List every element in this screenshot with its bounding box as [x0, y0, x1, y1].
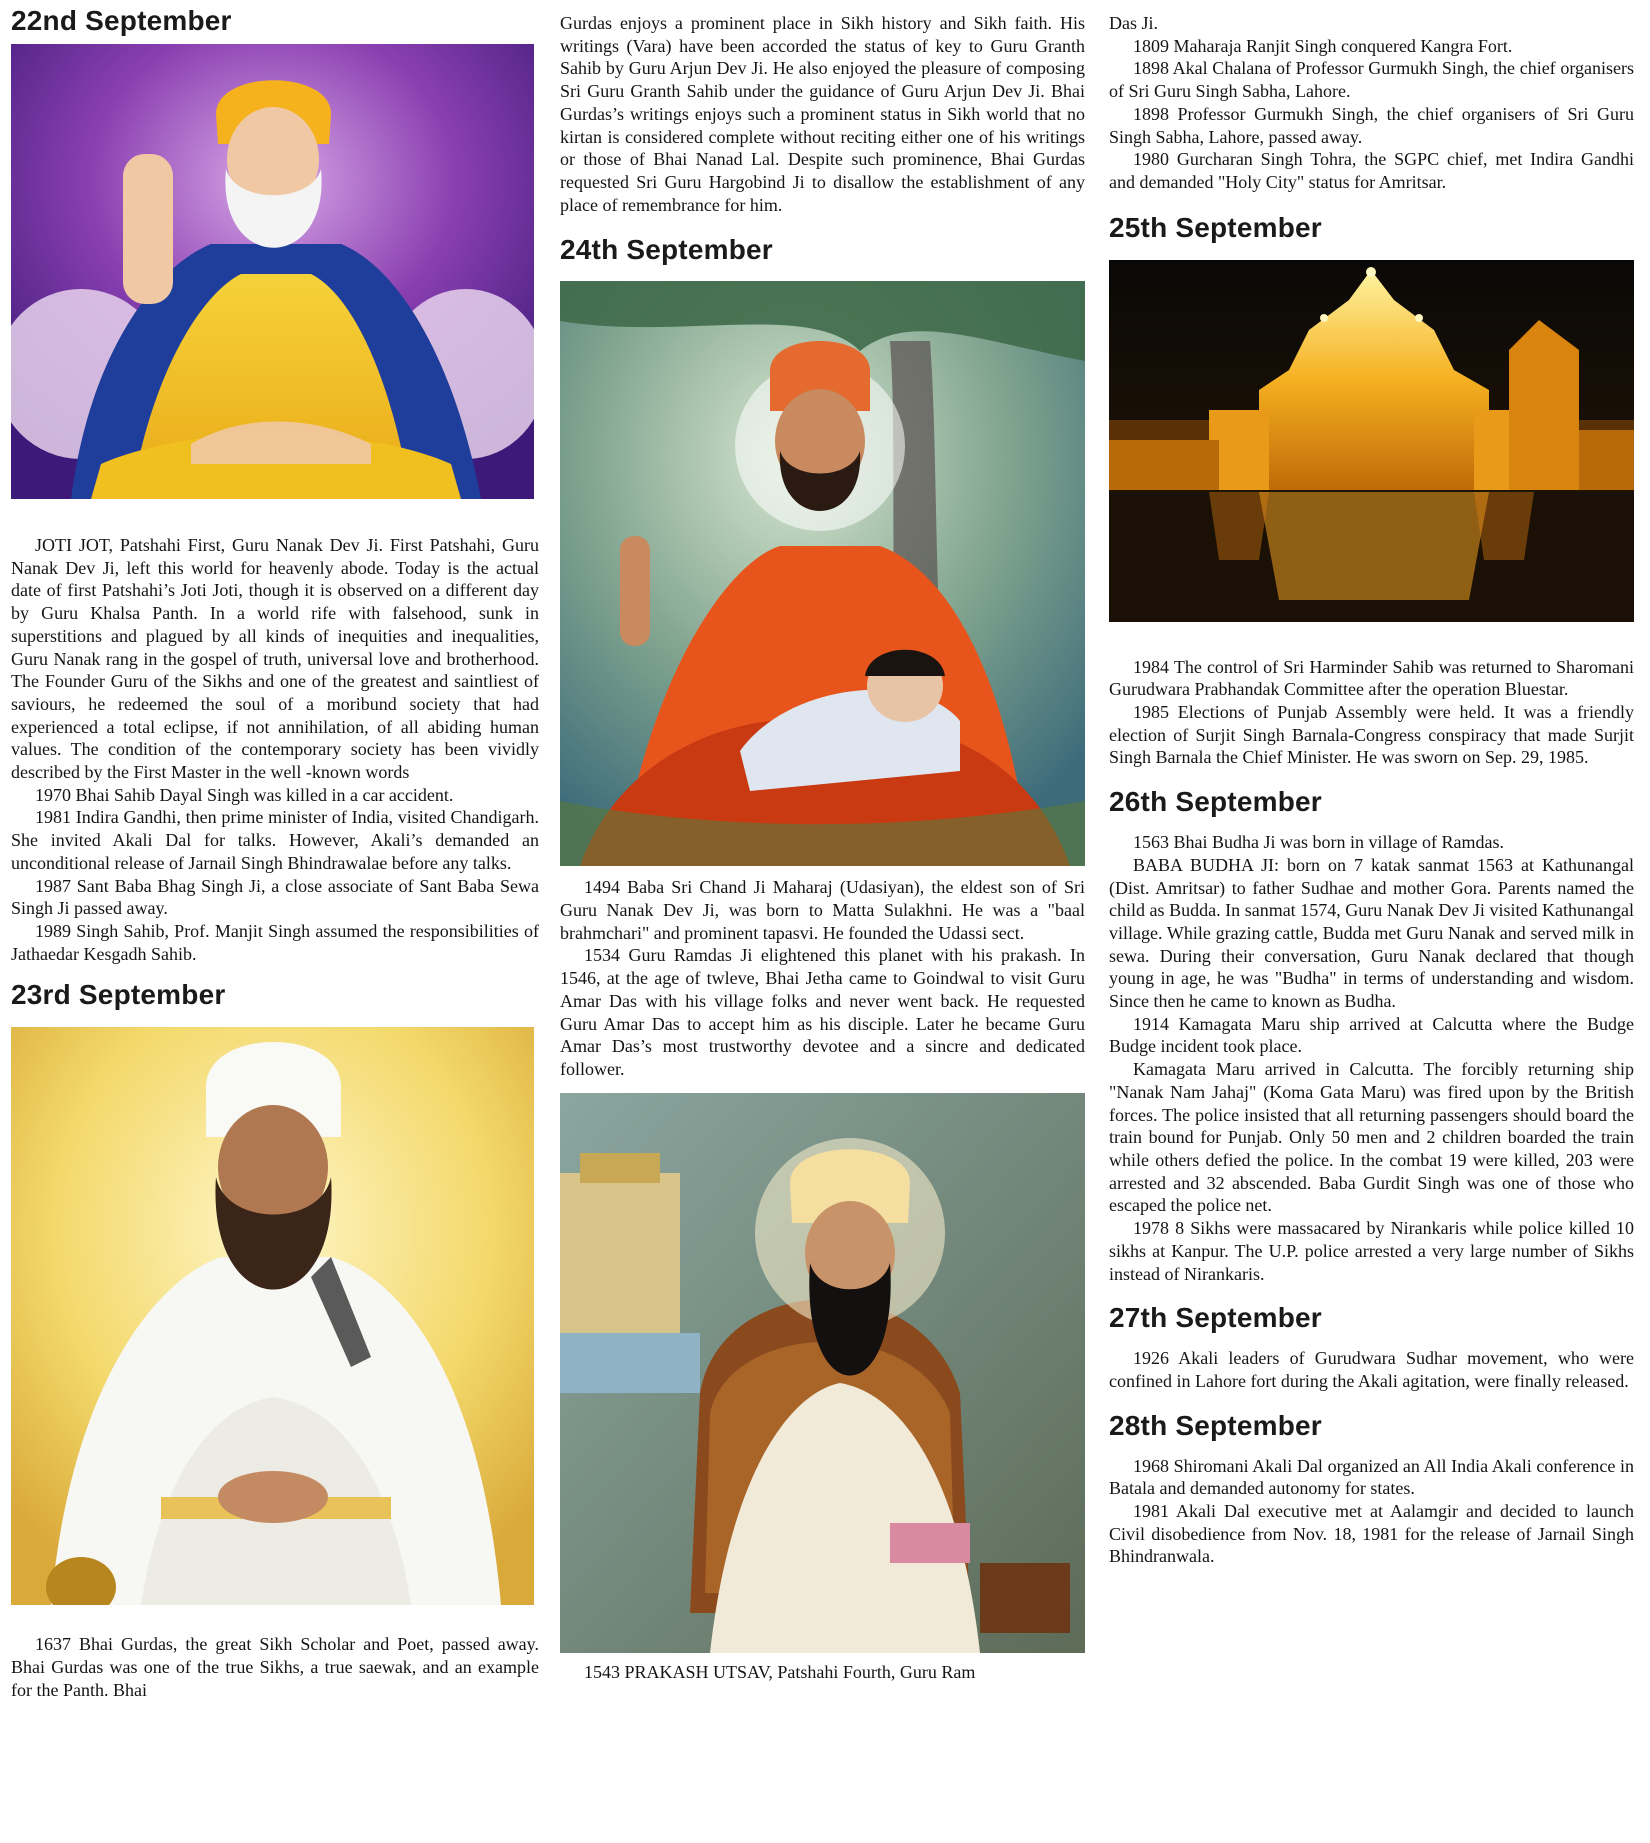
- event-1543: 1543 PRAKASH UTSAV, Patshahi Fourth, Guru Ram: [584, 1661, 976, 1682]
- section-23rd-text: [11, 1633, 539, 1701]
- column-middle: [560, 0, 1085, 1683]
- kamagata-maru-paragraph: Kamagata Maru arrived in Calcutta. The forcibly returning ship "Nanak Nam Jahaj" (Koma Gata Maru) was fired upon by the British forces. The police insisted that all returning passengers should board the train bound for Punjab. Only 50 men and 2 children boarded the train while others defied the police. In the combat 19 were killed, 203 were arrested and 32 abscended. Baba Gurdit Singh was one of those who escaped the police net.: [1109, 1059, 1634, 1216]
- baba-sri-chand-ji-image: [560, 281, 1085, 866]
- event-1563: 1563 Bhai Budha Ji was born in village of Ramdas.: [1133, 832, 1504, 853]
- event-1984: 1984 The control of Sri Harminder Sahib was returned to Sharomani Gurudwara Prabhandak Committee after the operation Bluestar.: [1109, 656, 1634, 700]
- event-1985: 1985 Elections of Punjab Assembly were held. It was a friendly election of Surjit Singh Barnala-Congress conspiracy that made Surjit Singh Barnala the Chief Minister. He was sworn on Sep. 29, 1985.: [1109, 702, 1634, 768]
- guru-ram-das-continued: Das Ji.: [1109, 13, 1158, 33]
- section-27th-text: [1109, 1347, 1634, 1392]
- event-1494: 1494 Baba Sri Chand Ji Maharaj (Udasiyan), the eldest son of Sri Guru Nanak Dev Ji, was born to Matta Sulakhni. He was a "baal brahmchari" and prominent tapasvi. He founded the Udassi sect.: [560, 877, 1085, 943]
- event-1981: 1981 Indira Gandhi, then prime minister of India, visited Chandigarh. She invited Akali Dal for talks. However, Akali’s demanded an unconditional release of Jarnail Singh Bhindrawalae before any talks.: [11, 807, 539, 873]
- section-28th-text: [1109, 1455, 1634, 1569]
- event-1989: 1989 Singh Sahib, Prof. Manjit Singh assumed the responsibilities of Jathaedar Kesgadh Sahib.: [11, 920, 539, 964]
- bhai-gurdas-image: [11, 1027, 534, 1605]
- column-left: [11, 0, 539, 1701]
- event-1914: 1914 Kamagata Maru ship arrived at Calcutta where the Budge Budge incident took place.: [1109, 1013, 1634, 1057]
- event-1926: 1926 Akali leaders of Gurudwara Sudhar movement, who were confined in Lahore fort during the Akali agitation, were finally released.: [1109, 1348, 1634, 1391]
- section-23rd-continued: [560, 12, 1085, 216]
- event-1534: 1534 Guru Ramdas Ji elightened this planet with his prakash. In 1546, at the age of twleve, Bhai Jetha came to Goindwal to visit Guru Amar Das with his village folks and never went back. He requested Guru Amar Das to accept him as his disciple. Later he became Guru Amar Das’s most trustworthy devotee and a sincre and dedicated follower.: [560, 945, 1085, 1079]
- section-24th-text-continued: [560, 1661, 1085, 1684]
- heading-22nd-september: 22nd September: [11, 5, 232, 36]
- section-26th-text: [1109, 831, 1634, 1285]
- event-1809: 1809 Maharaja Ranjit Singh conquered Kangra Fort.: [1133, 35, 1513, 56]
- event-1987: 1987 Sant Baba Bhag Singh Ji, a close associate of Sant Baba Sewa Singh Ji passed away.: [11, 875, 539, 919]
- heading-25th-september: 25th September: [1109, 211, 1322, 243]
- heading-27th-september: 27th September: [1109, 1302, 1322, 1334]
- article-paragraph: JOTI JOT, Patshahi First, Guru Nanak Dev Ji. First Patshahi, Guru Nanak Dev Ji, left this world for heavenly abode. Today is the actual date of first Patshahi’s Joti Joti, though it is observed on a different day by Guru Khalsa Panth. In a world rife with falsehood, sunk in superstitions and plagued by all kinds of inequities and inequalities, Guru Nanak rang in the gospel of truth, universal love and brotherhood. The Founder Guru of the Sikhs and one of the greatest and saintliest of saviours, he redeemed the soul of a moribund society that had experienced a total eclipse, if not annihilation, of all abiding human values. The condition of the contemporary society has been vividly described by the First Master in the well -known words: [11, 535, 539, 783]
- heading-24th-september: 24th September: [560, 234, 773, 266]
- guru-ram-das-ji-image: [560, 1093, 1085, 1653]
- harmandir-sahib-image: [1109, 260, 1634, 622]
- event-1898-akal-chalana: 1898 Akal Chalana of Professor Gurmukh Singh, the chief organisers of Sri Guru Singh Sabha, Lahore.: [1109, 58, 1634, 102]
- event-1970: 1970 Bhai Sahib Dayal Singh was killed in a car accident.: [35, 784, 454, 805]
- baba-budha-ji-paragraph: BABA BUDHA JI: born on 7 katak sanmat 1563 at Kathunangal (Dist. Amritsar) to father Sudhae and mother Gora. Parents named the child as Budda. In sanmat 1574, Guru Nanak Dev Ji visited Kathunangal village. While grazing cattle, Budda met Guru Nanak and served milk in sewa. During their conversation, Guru Nanak declared that though young in age, he was "Budha" in terms of understanding and wisdom. Since then he came to known as Budha.: [1109, 854, 1634, 1012]
- bhai-gurdas-continued: Gurdas enjoys a prominent place in Sikh history and Sikh faith. His writings (Vara) have been accorded the status of key to Guru Granth Sahib by Guru Arjun Dev Ji. He also enjoyed the pleasure of composing Sri Guru Granth Sahib under the guidance of Guru Arjun Dev Ji. Bhai Gurdas’s writings enjoys such a prominent status in Sikh world that no kirtan is considered complete without reciting either one of his writings or those of Bhai Nanad Lal. Despite such prominence, Bhai Gurdas requested Sri Guru Hargobind Ji to disallow the establishment of any place of remembrance for him.: [560, 13, 1085, 215]
- event-1968: 1968 Shiromani Akali Dal organized an All India Akali conference in Batala and demanded autonomy for states.: [1109, 1455, 1634, 1499]
- heading-28th-september: 28th September: [1109, 1409, 1322, 1441]
- guru-nanak-dev-ji-image: [11, 44, 534, 499]
- event-1980: 1980 Gurcharan Singh Tohra, the SGPC chief, met Indira Gandhi and demanded "Holy City" status for Amritsar.: [1109, 149, 1634, 192]
- section-24th-text: [560, 876, 1085, 1080]
- section-22nd-text: [11, 534, 539, 965]
- section-25th-text: [1109, 656, 1634, 770]
- column-right: [1109, 0, 1634, 1568]
- event-1981-akali-dal: 1981 Akali Dal executive met at Aalamgir and decided to launch Civil disobedience from Nov. 18, 1981 for the release of Jarnail Singh Bhindranwala.: [1109, 1501, 1634, 1567]
- event-1637: 1637 Bhai Gurdas, the great Sikh Scholar and Poet, passed away. Bhai Gurdas was one of the true Sikhs, a true saewak, and an example for the Panth. Bhai: [11, 1634, 539, 1700]
- heading-26th-september: 26th September: [1109, 786, 1322, 818]
- event-1978: 1978 8 Sikhs were massacared by Nirankaris while police killed 10 sikhs at Kanpur. The U.P. police arrested a very large number of Sikhs instead of Nirankaris.: [1109, 1218, 1634, 1284]
- section-24th-continued: [1109, 12, 1634, 194]
- heading-23rd-september: 23rd September: [11, 979, 226, 1011]
- event-1898-passed-away: 1898 Professor Gurmukh Singh, the chief organisers of Sri Guru Singh Sabha, Lahore, passed away.: [1109, 103, 1634, 147]
